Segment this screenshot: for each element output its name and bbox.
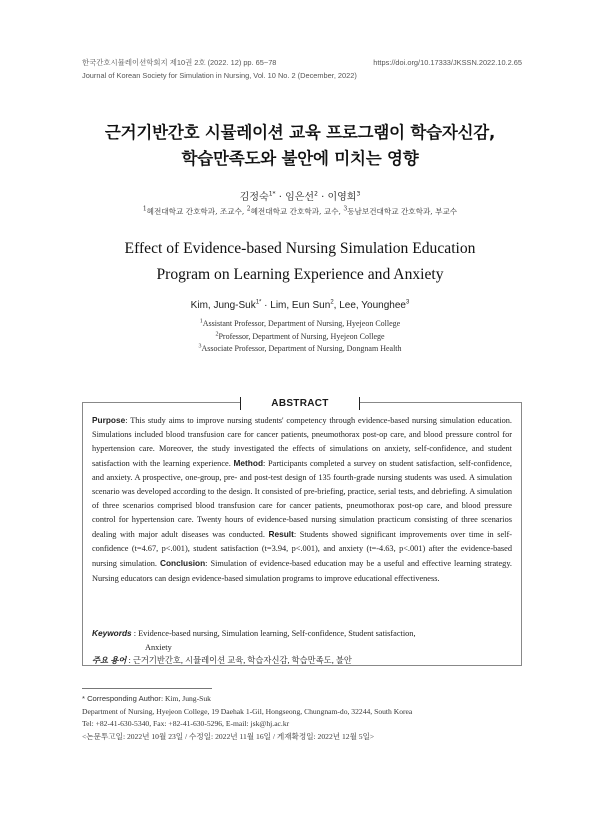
aff-en-1-text: Assistant Professor, Department of Nursing, Hyejeon College bbox=[202, 319, 401, 328]
footnote bbox=[82, 693, 522, 743]
author-en-2-sup: 2 bbox=[330, 299, 334, 306]
aff-en-3-sup: 3 bbox=[198, 343, 202, 350]
conclusion-text: : Simulation of evidence-based education may be a useful and effective learning strategy. Nursing educators can design evidence-based simulation programs to improve educational effectiveness. bbox=[92, 559, 513, 583]
heading-bar-right bbox=[359, 397, 361, 410]
abstract-heading bbox=[0, 393, 600, 407]
author-en-1-sup: 1* bbox=[255, 299, 262, 306]
author-en-3-sup: 3 bbox=[405, 299, 410, 306]
author-en-1: Kim, Jung-Suk bbox=[190, 300, 256, 311]
conclusion-label: Conclusion bbox=[160, 558, 206, 569]
keywords-ko-label: 주요 용어 bbox=[92, 655, 127, 665]
result-label: Result bbox=[268, 529, 294, 540]
footnote-address: Department of Nursing, Hyejeon College, 19 Daehak 1-Gil, Hongseong, Chungnam-do, 32244, South Korea bbox=[82, 706, 413, 716]
purpose-label: Purpose bbox=[92, 415, 126, 425]
aff-ko-3: 동남보건대학교 간호학과, 부교수 bbox=[347, 207, 458, 216]
aff-ko-2: 혜전대학교 간호학과, 교수, bbox=[250, 207, 341, 216]
aff-ko-1: 혜전대학교 간호학과, 조교수, bbox=[146, 207, 245, 216]
aff-ko-3-sup: 3 bbox=[343, 205, 348, 213]
author-ko-2: 임은선 bbox=[285, 192, 315, 203]
author-ko-3: 이영희 bbox=[327, 192, 357, 203]
aff-ko-1-sup: 1 bbox=[142, 205, 147, 213]
authors-korean: 김정숙$^{1*}$ · 임은선$^2$ · 이영희$^3$ bbox=[239, 190, 361, 203]
keywords-en-label: Keywords bbox=[92, 628, 132, 638]
author-en-2: Lim, Eun Sun bbox=[270, 300, 331, 311]
corresponding-author-name: : Kim, Jung-Suk bbox=[160, 694, 211, 703]
footnote-divider bbox=[82, 688, 212, 689]
title-korean-line-2: 학습만족도와 불안에 미치는 영향 bbox=[181, 149, 419, 168]
affiliations-korean bbox=[0, 206, 600, 217]
footnote-contact: Tel: +82-41-630-5340, Fax: +82-41-630-5296, E-mail: jsk@hj.ac.kr bbox=[82, 719, 290, 729]
authors-english: Kim, Jung-Suk$^{1*}$ · Lim, Eun Sun$^2$, Lee, Younghee$^3$ bbox=[190, 299, 410, 311]
corresponding-author-label: * Corresponding Author bbox=[82, 694, 161, 703]
aff-en-1-sup: 1 bbox=[199, 318, 203, 325]
author-ko-3-sup: 3 bbox=[356, 190, 361, 198]
aff-en-2-sup: 2 bbox=[215, 330, 219, 337]
author-ko-1: 김정숙 bbox=[239, 192, 269, 203]
method-text: : Participants completed a survey on student satisfaction, self-confidence, and anxiety. A prospective, one-group, pre- and post-test design of 135 fourth-grade nursing students was used. A simulation scenario was developed according to the design. It consisted of pre-briefing, practice, serial tests, and debriefing. A simulation of three scenarios comprised blood transfusion care for cancer patients, pneumothorax post-op care, and blood pressure control for hypertension care. Twenty hours of evidence-based nursing simulation practicum consisting of three scenarios dealing with major adult diseases was conducted. bbox=[92, 459, 513, 540]
keywords-en-continued: Anxiety bbox=[145, 643, 172, 652]
journal-citation-en: Journal of Korean Society for Simulation in Nursing, Vol. 10 No. 2 (December, 2022) bbox=[82, 71, 357, 80]
footnote-dates: <논문투고일: 2022년 10월 23일 / 수정일: 2022년 11월 16일 / 게재확정일: 2022년 12월 5일> bbox=[82, 731, 375, 741]
keywords-ko-text: : 근거기반간호, 시뮬레이션 교육, 학습자신감, 학습만족도, 불안 bbox=[128, 656, 352, 665]
aff-en-3 bbox=[0, 343, 600, 356]
aff-ko-2-sup: 2 bbox=[246, 205, 251, 213]
aff-en-1 bbox=[0, 318, 600, 331]
keywords-en-text: : Evidence-based nursing, Simulation learning, Self-confidence, Student satisfaction, bbox=[133, 629, 416, 638]
title-korean-line-1: 근거기반간호 시뮬레이션 교육 프로그램이 학습자신감, bbox=[104, 123, 496, 142]
affiliations-english bbox=[0, 318, 600, 356]
aff-en-3-text: Associate Professor, Department of Nursing, Dongnam Health bbox=[201, 344, 402, 353]
author-ko-2-sup: 2 bbox=[314, 190, 318, 198]
author-ko-1-sup: 1* bbox=[268, 190, 276, 198]
title-english-line-1: Effect of Evidence-based Nursing Simulation Education bbox=[124, 240, 476, 257]
running-header bbox=[82, 56, 522, 82]
keywords-korean bbox=[92, 653, 512, 668]
aff-en-2-text: Professor, Department of Nursing, Hyejeon College bbox=[218, 331, 385, 341]
title-english bbox=[0, 236, 600, 288]
author-en-3: Lee, Younghee bbox=[339, 300, 406, 311]
doi-link[interactable]: https://doi.org/10.17333/JKSSN.2022.10.2.65 bbox=[373, 58, 522, 67]
title-english-line-2: Program on Learning Experience and Anxiety bbox=[156, 266, 444, 283]
journal-citation-ko: 한국간호시뮬레이션학회지 제10권 2호 (2022. 12) pp. 65~78 bbox=[82, 58, 277, 67]
aff-en-2 bbox=[0, 331, 600, 344]
result-text: : Students showed significant improvements over time in self-confidence (t=4.67, p<.001), student satisfaction (t=3.94, p<.001), and anxiety (t=-4.63, p<.001) after the evidence-based nursing simulation. bbox=[92, 530, 512, 569]
keywords-english bbox=[92, 626, 512, 655]
abstract-body bbox=[92, 413, 512, 586]
title-korean bbox=[0, 120, 600, 172]
abstract-heading-label: ABSTRACT bbox=[241, 398, 358, 409]
purpose-text: : This study aims to improve nursing students' competency through evidence-based nursing simulation education. Simulations included blood transfusion care for cancer patients, pneumothorax post-op care, and blood pressure control for hypertension care. Moreover, the study investigated the effects of simulations on anxiety, self-confidence, and student satisfaction with the learning experience. bbox=[92, 416, 512, 469]
method-label: Method bbox=[233, 458, 264, 469]
